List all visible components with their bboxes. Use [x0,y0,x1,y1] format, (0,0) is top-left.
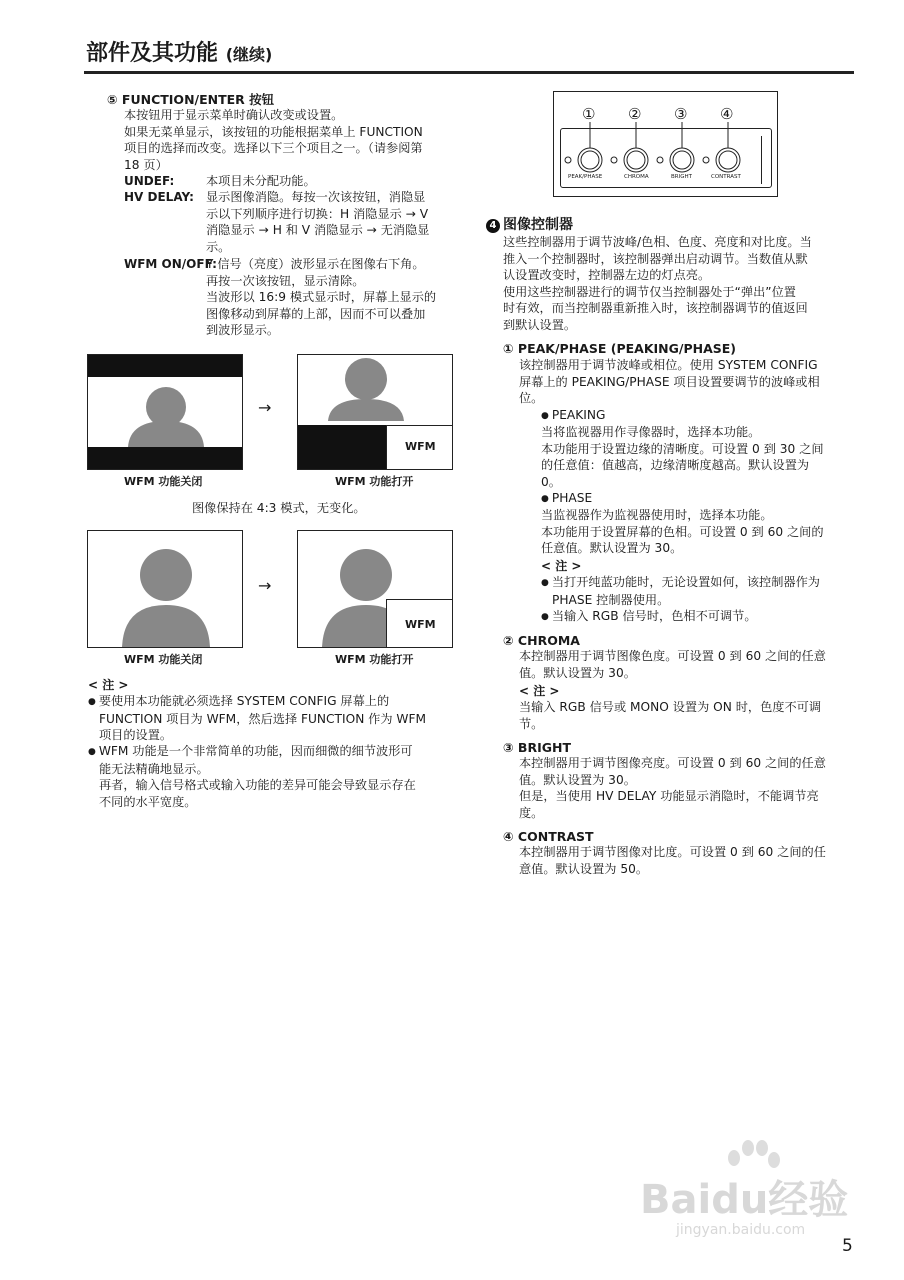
diagram1-left-screen [87,354,243,470]
diagram2-left-caption: WFM 功能关闭 [124,653,203,666]
paw-logo-icon [722,1140,782,1180]
wfm-box-label: WFM [405,618,436,631]
diagram1-arrow: → [258,398,272,417]
text-line: 到默认设置。 [503,317,577,332]
contrast-title: ④ CONTRAST [503,829,594,844]
text-line: 该控制器用于调节波峰或相位。使用 SYSTEM CONFIG [519,358,818,372]
section-5-title: ⑤ FUNCTION/ENTER 按钮 [107,92,275,107]
person-silhouette [88,531,242,647]
text-line: 本控制器用于调节图像色度。可设置 0 到 60 之间的任意 [519,649,826,663]
diagram1-right-caption: WFM 功能打开 [335,475,414,488]
section-4-title [486,214,573,234]
text-line: ● 当输入 RGB 信号时，色相不可调节。 [541,608,855,626]
person-silhouette [88,355,242,469]
text-line: 再按一次该按钮，显示清除。 [206,273,365,288]
peak-phase-title: ① PEAK/PHASE (PEAKING/PHASE) [503,341,737,356]
text-line: 当监视器作为监视器使用时，选择本功能。 [541,508,773,522]
text-line: 当输入 RGB 信号或 MONO 设置为 ON 时，色度不可调 [519,700,822,714]
text-line: 本功能用于设置屏幕的色相。可设置 0 到 60 之间的 [541,524,824,539]
peak-note-1 [541,574,855,608]
text-line: 本控制器用于调节图像对比度。可设置 0 到 60 之间的任 [519,845,826,859]
text-line: 到波形显示。 [206,323,280,337]
chroma-text [519,648,855,681]
panel-number-2: ② [628,105,642,123]
text-line: 但是，当使用 HV DELAY 功能显示消隐时，不能调节亮 [519,789,819,803]
hvdelay-text [206,189,466,255]
page-title-sub: (继续) [225,45,273,64]
text-line: 如果无菜单显示，该按钮的功能根据菜单上 FUNCTION [124,124,423,139]
peaking-label-text: ● PEAKING [541,408,605,422]
text-line: 推入一个控制器时，该控制器弹出启动调节。当数值从默 [503,251,808,266]
text-line: 本按钮用于显示菜单时确认改变或设置。 [124,108,344,122]
chroma-note-text [519,699,855,732]
knob-label-contrast: CONTRAST [711,174,741,180]
peak-phase-text [519,357,855,407]
text-line: ● 当打开纯蓝功能时，无论设置如何，该控制器作为 [541,574,855,592]
text-line: 0。 [541,474,561,489]
text-line: 时有效，而当控制器重新推入时，该控制器调节的值返回 [503,301,808,315]
chroma-note-title: < 注 > [519,684,560,698]
wfm-label: WFM ON/OFF: [124,257,217,271]
note-2 [88,743,460,810]
phase-text [541,507,855,557]
text-line: 再者，输入信号格式或输入功能的差异可能会导致显示存在 [99,778,416,792]
knobs-graphic [554,92,777,196]
text-line: 能无法精确地显示。 [99,761,209,776]
text-line: 项目的设置。 [99,728,173,742]
text-line: 本控制器用于调节图像亮度。可设置 0 到 60 之间的任意 [519,756,826,770]
text-line: 示。 [206,239,231,254]
section-5-intro [124,107,464,173]
hvdelay-label: HV DELAY: [124,190,194,204]
wfm-text [206,256,466,339]
diagram2-left-screen [87,530,243,648]
section-4-number: 4 [486,219,500,233]
section-4-intro [503,234,855,333]
chroma-title: ② CHROMA [503,633,580,648]
text-line: 当将监视器用作寻像器时，选择本功能。 [541,425,761,439]
text-line: FUNCTION 项目为 WFM，然后选择 FUNCTION 作为 WFM [99,711,427,726]
text-line: 项目的选择而改变。选择以下三个项目之一。（请参阅第 [124,141,423,155]
wfm-box [386,425,452,469]
wfm-box [386,599,452,647]
wfm-box-label: WFM [405,440,436,453]
header-rule [84,71,854,74]
peak-note-title: < 注 > [541,559,582,573]
text-line: 屏幕上的 PEAKING/PHASE 项目设置要调节的波峰或相 [519,374,820,389]
undef-label: UNDEF: [124,174,175,188]
text-line: PHASE 控制器使用。 [552,592,670,607]
peaking-label [541,407,605,425]
note-title: < 注 > [88,678,129,692]
peak-note-2 [541,608,855,626]
text-line: 这些控制器用于调节波峰/色相、色度、亮度和对比度。当 [503,235,812,249]
contrast-text [519,844,855,877]
text-line: Y 信号（亮度）波形显示在图像右下角。 [206,257,425,271]
watermark-url: jingyan.baidu.com [676,1222,806,1238]
text-line: 值。默认设置为 30。 [519,665,636,680]
text-line: 位。 [519,391,544,405]
page-number: 5 [842,1236,853,1256]
diagram2-right-caption: WFM 功能打开 [335,653,414,666]
section-4-title-text: 图像控制器 [503,217,573,233]
text-line: 18 页） [124,157,168,172]
text-line: 不同的水平宽度。 [99,794,197,809]
text-line: 值。默认设置为 30。 [519,772,636,787]
panel-number-1: ① [582,105,596,123]
diagram1-right-screen [297,354,453,470]
diagram2-right-screen [297,530,453,648]
panel-number-3: ③ [674,105,688,123]
text-line: 认设置改变时，控制器左边的灯点亮。 [503,268,711,282]
page-title: 部件及其功能 (继续) [86,41,273,66]
knob-label-bright: BRIGHT [671,174,692,180]
phase-label [541,490,592,508]
text-line: 意值。默认设置为 50。 [519,861,649,876]
watermark-brand: Baidu经验 [640,1177,849,1223]
black-area [298,425,386,469]
text-line: 度。 [519,805,544,820]
diagram1-left-caption: WFM 功能关闭 [124,475,203,488]
text-line: 显示图像消隐。每按一次该按钮，消隐显 [206,190,426,204]
text-line: 当波形以 16:9 模式显示时，屏幕上显示的 [206,290,437,304]
text-line: ● 要使用本功能就必须选择 SYSTEM CONFIG 屏幕上的 [88,693,460,711]
text-line: 图像移动到屏幕的上部，因而不可以叠加 [206,306,426,321]
panel-number-4: ④ [720,105,734,123]
knob-label-chroma: CHROMA [624,174,649,180]
text-line: 消隐显示 → H 和 V 消隐显示 → 无消隐显 [206,223,430,237]
diagram-mid-caption: 图像保持在 4:3 模式，无变化。 [192,501,366,515]
text-line: 节。 [519,716,544,731]
text-line: 的任意值：值越高，边缘清晰度越高。默认设置为 [541,458,810,472]
text-line: ● WFM 功能是一个非常简单的功能，因而细微的细节波形可 [88,743,460,761]
knob-label-peak-phase: PEAK/PHASE [568,174,603,180]
diagram2-arrow: → [258,576,272,595]
text-line: 示以下列顺序进行切换：H 消隐显示 → V [206,206,429,221]
peaking-text [541,424,855,490]
note-1 [88,693,460,744]
phase-label-text: ● PHASE [541,491,592,505]
control-panel-figure [553,91,778,197]
text-line: 任意值。默认设置为 30。 [541,541,683,555]
text-line: 使用这些控制器进行的调节仅当控制器处于“弹出”位置 [503,284,796,299]
text-line: 本功能用于设置边缘的清晰度。可设置 0 到 30 之间 [541,441,824,456]
bright-text [519,755,855,821]
undef-text: 本项目未分配功能。 [206,174,316,188]
bright-title: ③ BRIGHT [503,740,571,755]
